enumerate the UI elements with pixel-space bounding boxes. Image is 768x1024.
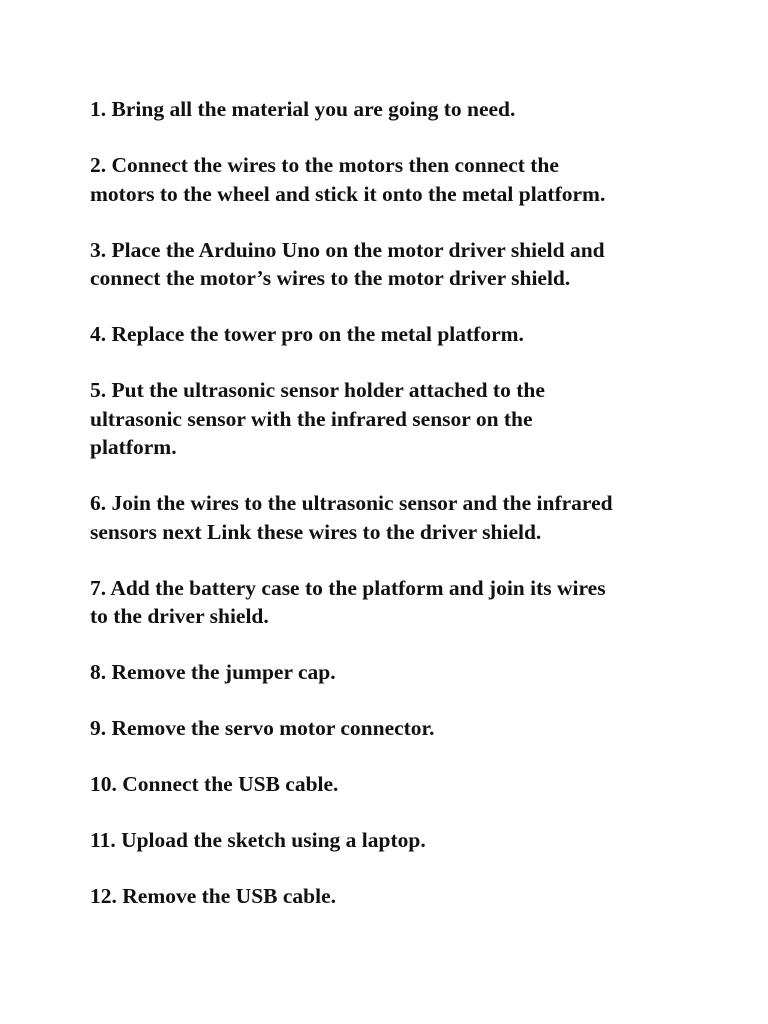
instruction-step-3 [90, 236, 690, 293]
instruction-list [90, 95, 690, 938]
step-text-line: motors to the wheel and stick it onto the metal platform. [90, 181, 606, 206]
instruction-step-11 [90, 826, 690, 855]
step-text-line: to the driver shield. [90, 604, 269, 628]
step-text-line: 12. Remove the USB cable. [90, 884, 337, 908]
step-text-line: 4. Replace the tower pro on the metal platform. [90, 322, 524, 346]
step-text-line: 5. Put the ultrasonic sensor holder attached to the [90, 378, 545, 402]
step-text-line: 1. Bring all the material you are going to need. [90, 97, 516, 121]
step-text-line: 8. Remove the jumper cap. [90, 660, 336, 684]
instruction-step-10 [90, 770, 690, 799]
instruction-step-4 [90, 320, 690, 349]
instruction-step-6 [90, 489, 690, 546]
step-text-line: ultrasonic sensor with the infrared sensor on the [90, 406, 533, 431]
step-text-line: 9. Remove the servo motor connector. [90, 716, 435, 740]
step-text-line: 2. Connect the wires to the motors then connect the [90, 153, 559, 177]
step-text-line: 10. Connect the USB cable. [90, 772, 339, 796]
step-text-line: 7. Add the battery case to the platform and join its wires [90, 575, 606, 600]
instruction-step-12 [90, 882, 690, 911]
instruction-step-5 [90, 376, 690, 462]
instruction-step-1 [90, 95, 690, 124]
instruction-step-8 [90, 658, 690, 687]
step-text-line: 3. Place the Arduino Uno on the motor driver shield and [90, 237, 605, 262]
step-text-line: platform. [90, 435, 177, 459]
step-text-line: 6. Join the wires to the ultrasonic sensor and the infrared [90, 491, 613, 515]
instruction-step-9 [90, 714, 690, 743]
instruction-step-2 [90, 151, 690, 208]
step-text-line: sensors next Link these wires to the driver shield. [90, 519, 542, 544]
step-text-line: 11. Upload the sketch using a laptop. [90, 828, 426, 852]
instruction-step-7 [90, 574, 690, 631]
step-text-line: connect the motor’s wires to the motor driver shield. [90, 266, 571, 290]
